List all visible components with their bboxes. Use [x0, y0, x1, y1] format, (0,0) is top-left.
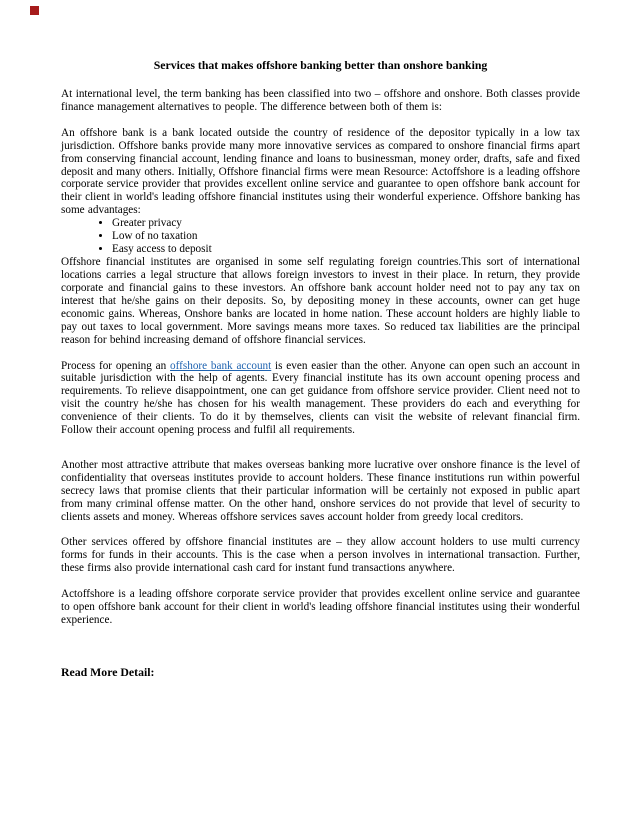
document-content	[61, 58, 580, 680]
offshore-bank-account-link[interactable]: offshore bank account	[170, 359, 272, 372]
paragraph-regulation: Offshore financial institutes are organised in some self regulating foreign countries.This sort of international locations carries a legal structure that allows foreign investors to invest in their place. In return, they provide corporate and financial gains to these investors. An offshore bank account holder need not to pay any tax on interest that he/she gains on their deposits. So, by depositing money in these accounts, owner can get huge economic gains. Whereas, Onshore banks are located in home nation. These account holders are highly liable to pay out taxes to local government. More savings means more taxes. So reduced tax liabilities are the principal reason for behind increasing demand of offshore financial services.	[61, 256, 580, 346]
red-marker	[30, 6, 39, 15]
list-item-low-taxation: • Low of no taxation	[112, 230, 580, 243]
paragraph-account-opening	[61, 360, 580, 437]
list-item-easy-access: • Easy access to deposit	[112, 243, 580, 256]
paragraph-other-services: Other services offered by offshore financial institutes are – they allow account holders to use multi currency forms for funds in their accounts. This is the case when a person involves in international transaction. Further, these firms also provide international cash card for instant fund transactions anywhere.	[61, 536, 580, 575]
paragraph-intro: At international level, the term banking has been classified into two – offshore and onshore. Both classes provide finance management alternatives to people. The difference between both of them is:	[61, 88, 580, 113]
page-title: Services that makes offshore banking better than onshore banking	[153, 58, 488, 72]
opening-pre-text: Process for opening an	[61, 359, 171, 372]
read-more-label: Read More Detail:	[61, 664, 155, 679]
advantages-list	[61, 217, 580, 256]
paragraph-offshore-description: An offshore bank is a bank located outside the country of residence of the depositor typically in a low tax jurisdiction. Offshore banks provide many more innovative services as compared to onshore financial firms apart from conserving financial account, lending finance and loans to businessman, money order, drafts, safe and fixed deposit and many others. Initially, Offshore financial firms were mean Resource: Actoffshore is a leading offshore corporate service provider that provides excellent online service and guarantee to open offshore bank account for their client in world's leading offshore financial institutes using their wonderful experience. Offshore banking has some advantages:	[61, 126, 580, 217]
paragraph-actoffshore: Actoffshore is a leading offshore corporate service provider that provides excellent online service and guarantee to open offshore bank account for their client in world's leading offshore financial institutes using their wonderful experience.	[61, 588, 580, 626]
opening-post-text: is even easier than the other. Anyone can open such an account in suitable jurisdiction with the help of agents. Every financial institute has its own account opening process and requirements. To relieve disappointment, one can get guidance from offshore service provider. Client need not to visit the country he/she has chosen for his wealth management. These providers do each and everything for convenience of their clients. To do it by themselves, clients can visit the website of relevant financial firm. Follow their account opening process and fulfil all requirements.	[61, 359, 581, 437]
list-item-greater-privacy: • Greater privacy	[112, 217, 580, 230]
paragraph-confidentiality: Another most attractive attribute that makes overseas banking more lucrative over onshore finance is the level of confidentiality that overseas institutes provide to account holders. These finance institutions run within powerful secrecy laws that promise clients that their particular information will be certainly not exposed in public apart from many criminal offense matter. On the other hand, onshore services do not provide that level of security to clients assets and money. Whereas offshore services saves account holder from greedy local creditors.	[61, 458, 580, 523]
